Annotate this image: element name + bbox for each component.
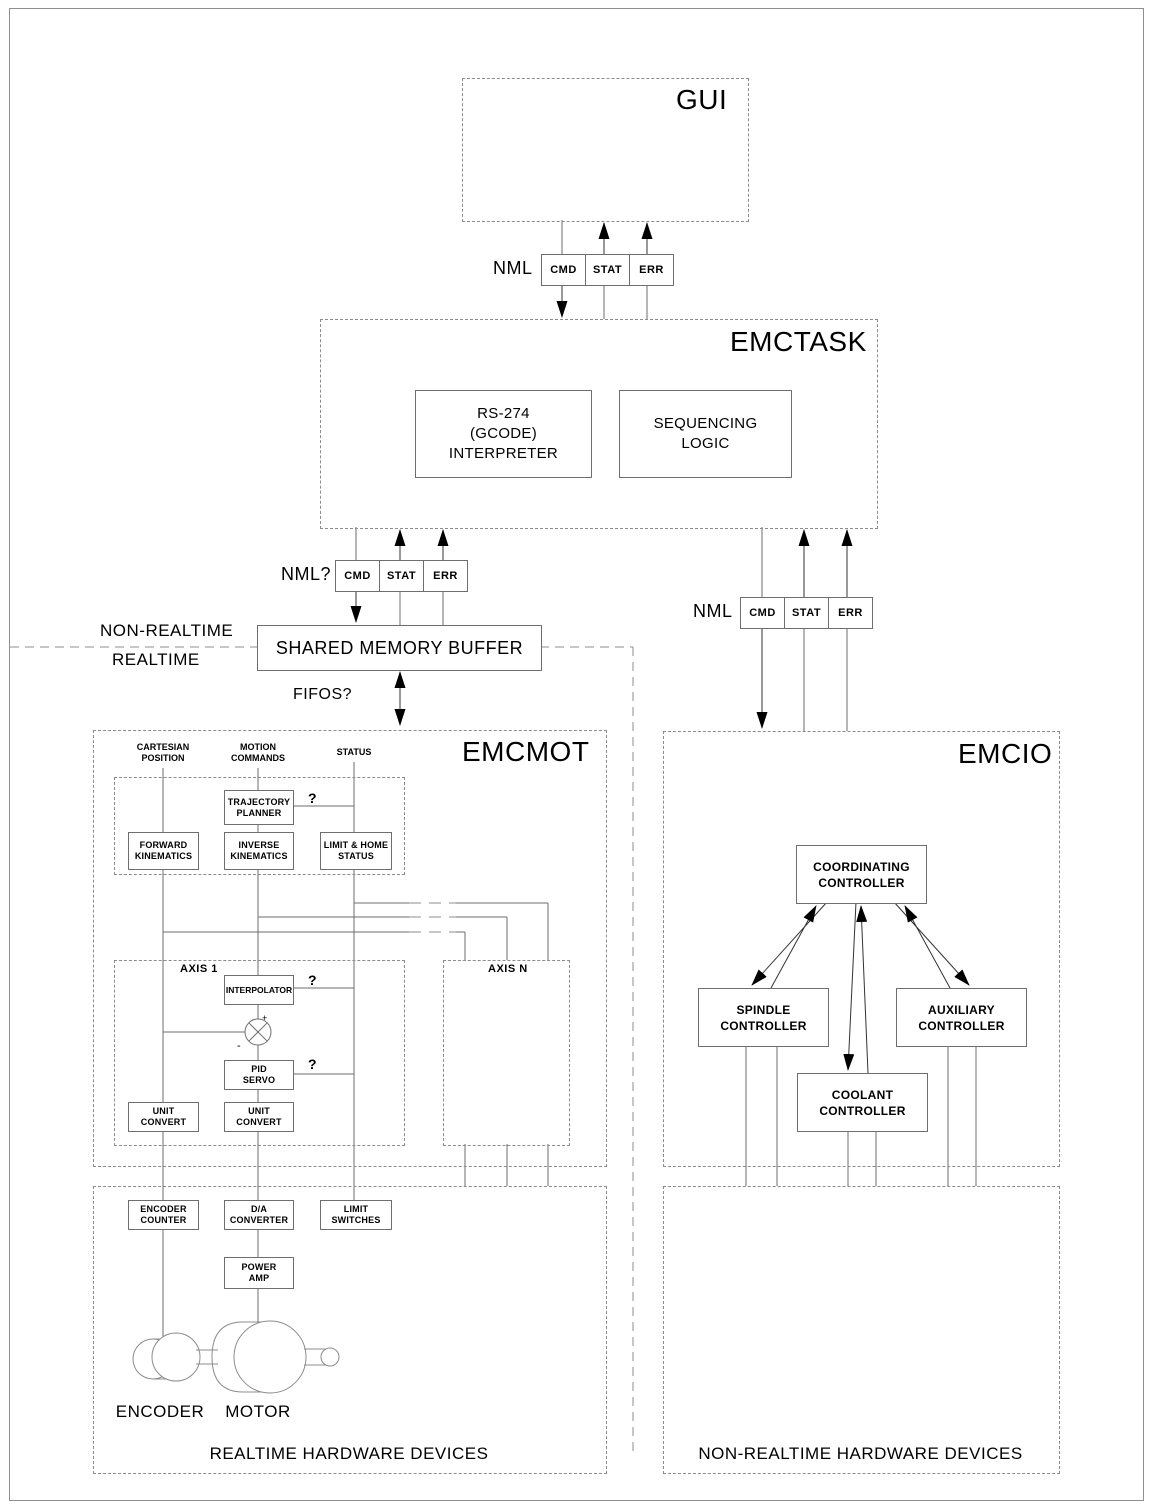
- axisn-group-box: [443, 960, 570, 1146]
- nml-top-label: NML: [493, 258, 533, 278]
- nonrealtime-hardware-box: [663, 1186, 1060, 1474]
- nml-left-channels: [335, 560, 468, 592]
- inverse-kinematics-box: INVERSE KINEMATICS: [224, 832, 294, 870]
- fifos-label: FIFOS?: [293, 686, 353, 703]
- spindle-controller-box: SPINDLE CONTROLLER: [698, 988, 829, 1047]
- nml-right-label: NML: [693, 601, 733, 621]
- nml-right-channels: [740, 597, 873, 629]
- nml-right-err-box: ERR: [828, 597, 873, 629]
- axisn-label: AXIS N: [488, 963, 528, 975]
- emctask-title: EMCTASK: [730, 326, 867, 357]
- unit-convert-mid-box: UNIT CONVERT: [224, 1102, 294, 1132]
- encoder-counter-box: ENCODER COUNTER: [128, 1200, 199, 1230]
- nonrealtime-hardware-title: NON-REALTIME HARDWARE DEVICES: [698, 1444, 1023, 1463]
- gui-title: GUI: [676, 84, 728, 115]
- nml-top-cmd-box: CMD: [541, 254, 586, 286]
- unit-convert-left-box: UNIT CONVERT: [128, 1102, 199, 1132]
- non-realtime-label: NON-REALTIME: [100, 621, 234, 640]
- nml-left-label: NML?: [281, 564, 332, 584]
- coolant-controller-box: COOLANT CONTROLLER: [797, 1073, 928, 1132]
- interpolator-question-mark: ?: [308, 972, 317, 988]
- nml-top-err-box: ERR: [629, 254, 674, 286]
- cartesian-position-label: CARTESIAN POSITION: [136, 742, 190, 763]
- axis1-label: AXIS 1: [180, 963, 218, 975]
- sum-plus-sign: +: [262, 1013, 268, 1023]
- nml-right-cmd-box: CMD: [740, 597, 785, 629]
- interpolator-box: INTERPOLATOR: [224, 975, 294, 1005]
- shared-memory-buffer-box: SHARED MEMORY BUFFER: [257, 625, 542, 671]
- gcode-interpreter-box: RS-274 (GCODE) INTERPRETER: [415, 390, 592, 478]
- power-amp-box: POWER AMP: [224, 1257, 294, 1289]
- sum-minus-sign: -: [237, 1040, 241, 1052]
- pid-question-mark: ?: [308, 1056, 317, 1072]
- nml-top-stat-box: STAT: [585, 254, 630, 286]
- forward-kinematics-box: FORWARD KINEMATICS: [128, 832, 199, 870]
- status-label: STATUS: [336, 747, 372, 757]
- nml-left-stat-box: STAT: [379, 560, 424, 592]
- motor-label: MOTOR: [225, 1402, 291, 1421]
- trajectory-planner-box: TRAJECTORY PLANNER: [224, 790, 294, 825]
- nml-left-err-box: ERR: [423, 560, 468, 592]
- pid-servo-box: PID SERVO: [224, 1060, 294, 1090]
- realtime-label: REALTIME: [112, 650, 200, 669]
- limit-home-status-box: LIMIT & HOME STATUS: [320, 832, 392, 870]
- motion-commands-label: MOTION COMMANDS: [231, 742, 285, 763]
- coordinating-controller-box: COORDINATING CONTROLLER: [796, 845, 927, 904]
- encoder-label: ENCODER: [115, 1402, 205, 1421]
- auxiliary-controller-box: AUXILIARY CONTROLLER: [896, 988, 1027, 1047]
- emcio-title: EMCIO: [958, 738, 1053, 769]
- nml-top-channels: [541, 254, 674, 286]
- limit-switches-box: LIMIT SWITCHES: [320, 1200, 392, 1230]
- sequencing-logic-box: SEQUENCING LOGIC: [619, 390, 792, 478]
- da-converter-box: D/A CONVERTER: [224, 1200, 294, 1230]
- emcmot-title: EMCMOT: [462, 736, 590, 767]
- trajectory-question-mark: ?: [308, 790, 317, 806]
- nml-right-stat-box: STAT: [784, 597, 829, 629]
- realtime-hardware-title: REALTIME HARDWARE DEVICES: [209, 1444, 489, 1463]
- nml-left-cmd-box: CMD: [335, 560, 380, 592]
